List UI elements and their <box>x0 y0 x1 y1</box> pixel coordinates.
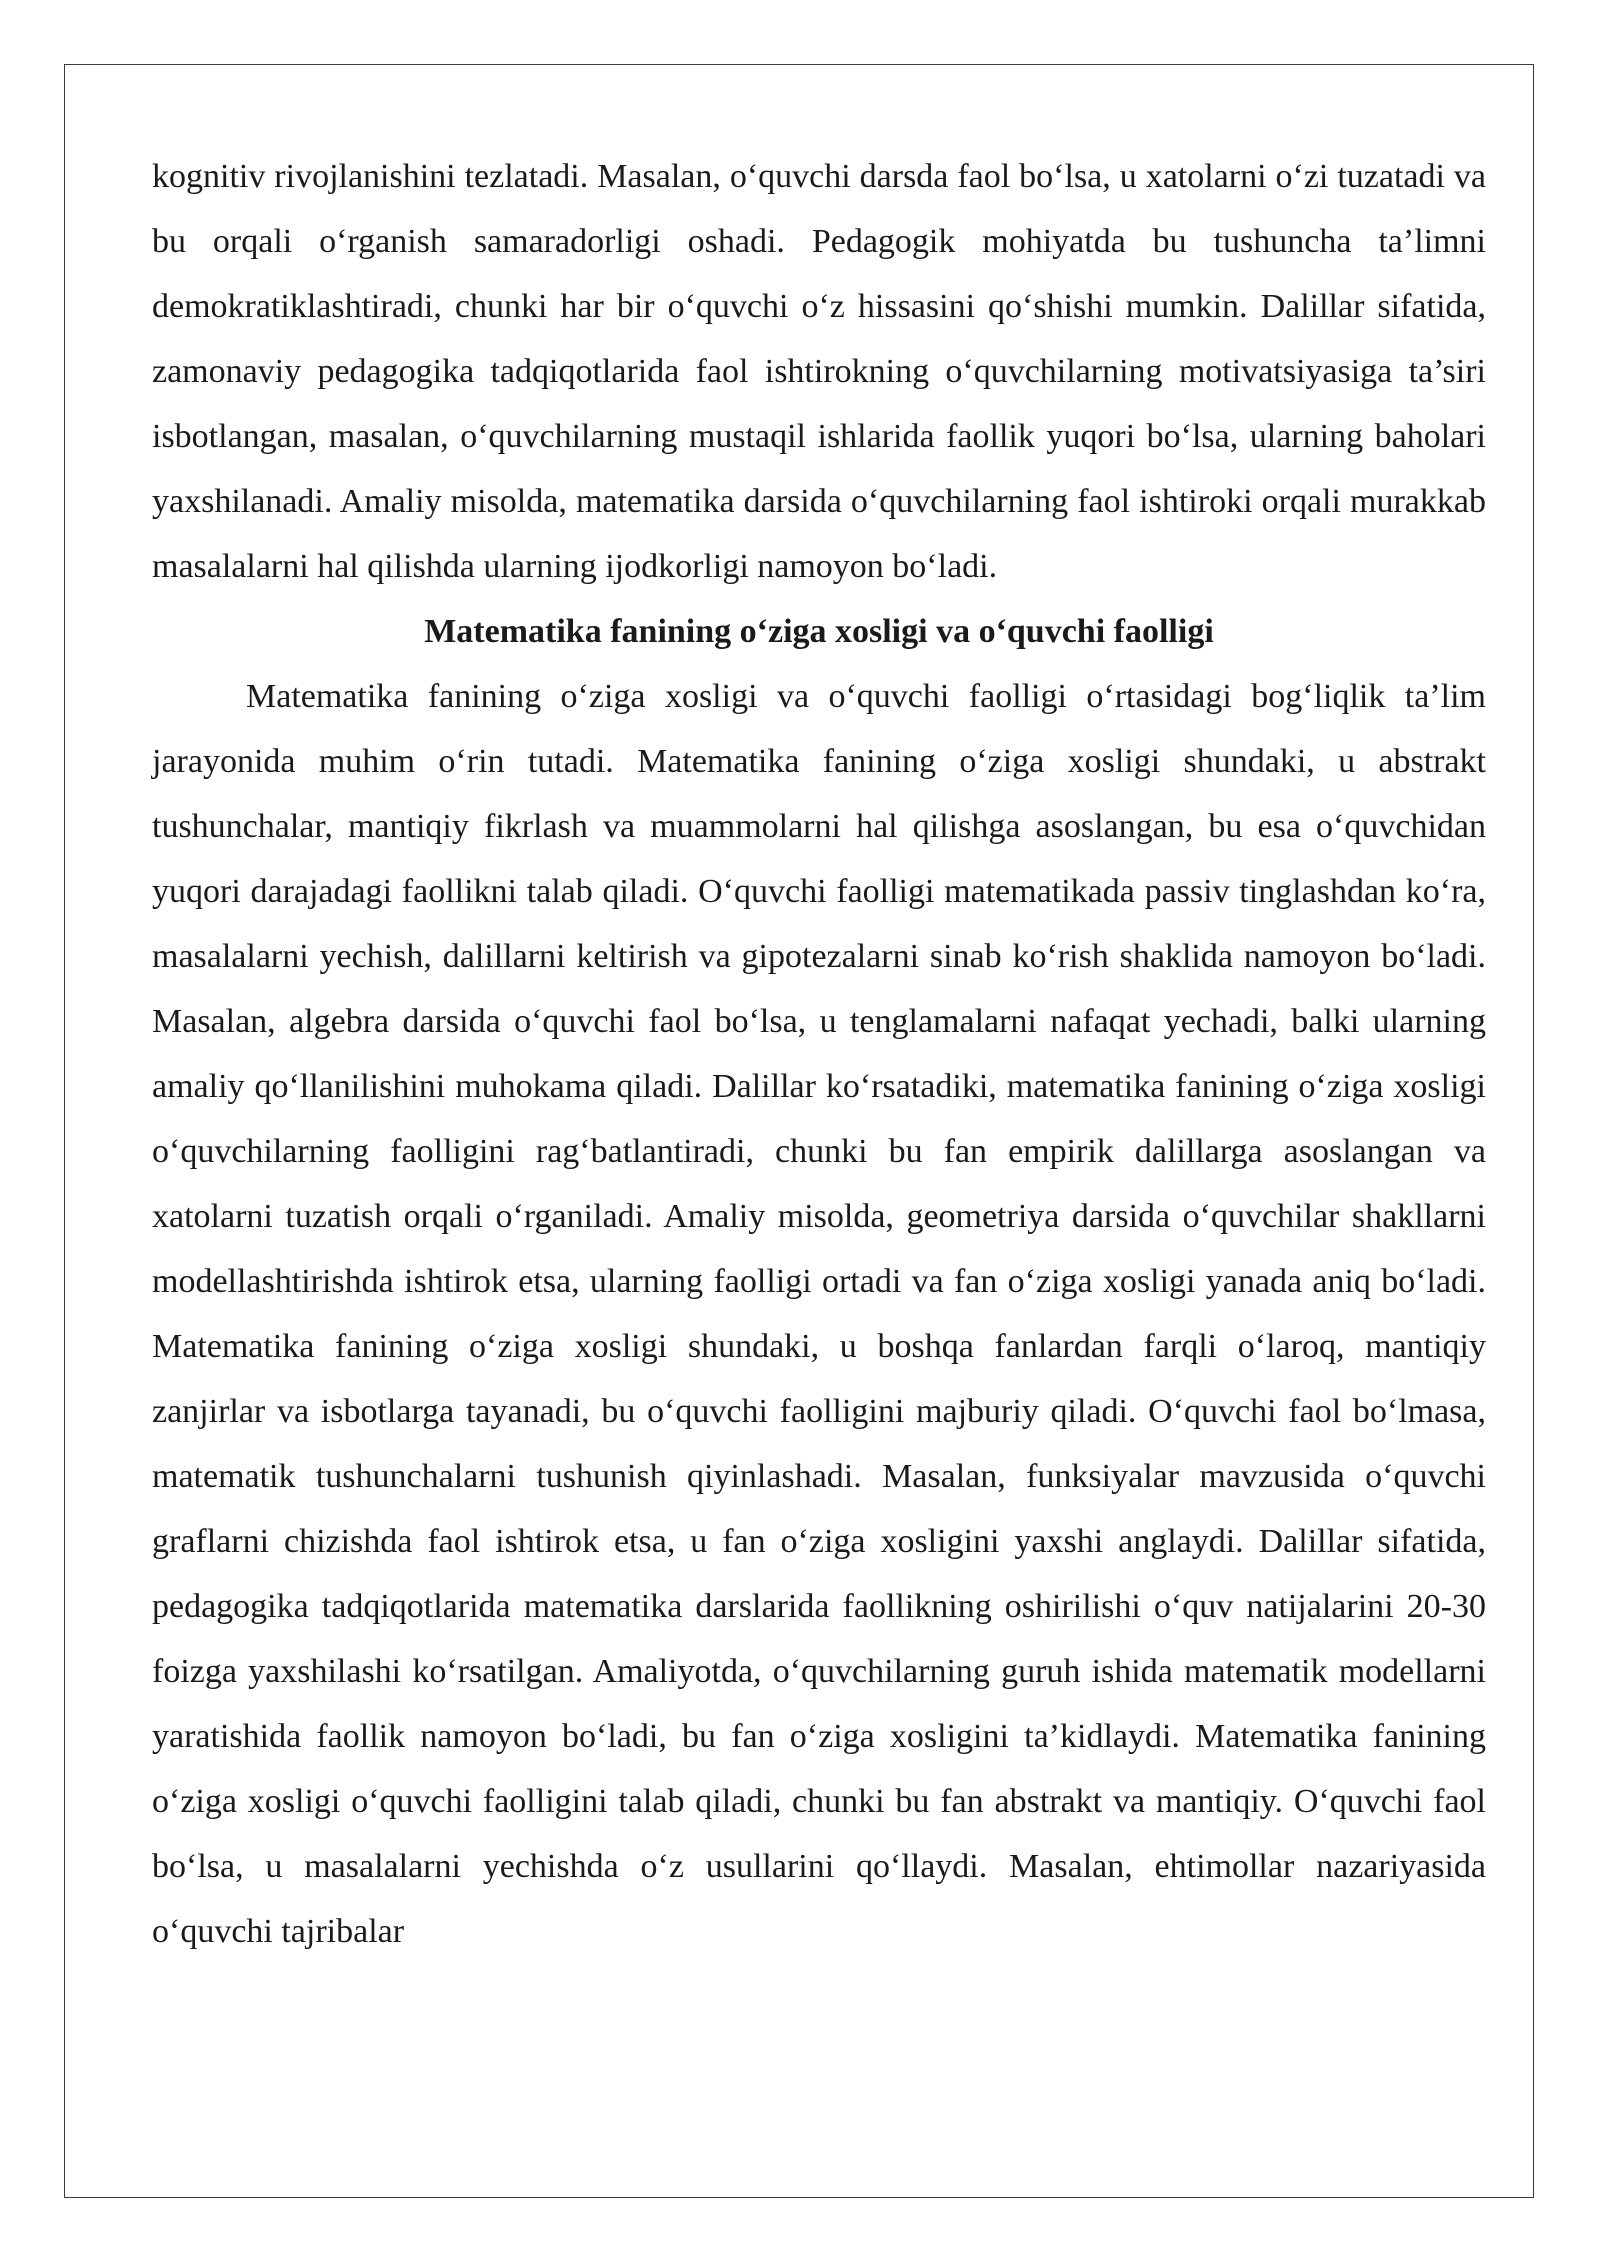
paragraph-1: kognitiv rivojlanishini tezlatadi. Masalan, o‘quvchi darsda faol bo‘lsa, u xatolarni o‘zi tuzatadi va bu orqali o‘rganish samaradorligi oshadi. Pedagogik mohiyatda bu tushuncha ta’limni demokratiklashtiradi, chunki har bir o‘quvchi o‘z hissasini qo‘shishi mumkin. Dalillar sifatida, zamonaviy pedagogika tadqiqotlarida faol ishtirokning o‘quvchilarning motivatsiyasiga ta’siri isbotlangan, masalan, o‘quvchilarning mustaqil ishlarida faollik yuqori bo‘lsa, ularning baholari yaxshilanadi. Amaliy misolda, matematika darsida o‘quvchilarning faol ishtiroki orqali murakkab masalalarni hal qilishda ularning ijodkorligi namoyon bo‘ladi. <box>152 158 1486 585</box>
paragraph-2: Matematika fanining o‘ziga xosligi va o‘quvchi faolligi o‘rtasidagi bog‘liqlik ta’lim jarayonida muhim o‘rin tutadi. Matematika fanining o‘ziga xosligi shundaki, u abstrakt tushunchalar, mantiqiy fikrlash va muammolarni hal qilishga asoslangan, bu esa o‘quvchidan yuqori darajadagi faollikni talab qiladi. O‘quvchi faolligi matematikada passiv tinglashdan ko‘ra, masalalarni yechish, dalillarni keltirish va gipotezalarni sinab ko‘rish shaklida namoyon bo‘ladi. Masalan, algebra darsida o‘quvchi faol bo‘lsa, u tenglamalarni nafaqat yechadi, balki ularning amaliy qo‘llanilishini muhokama qiladi. Dalillar ko‘rsatadiki, matematika fanining o‘ziga xosligi o‘quvchilarning faolligini rag‘batlantiradi, chunki bu fan empirik dalillarga asoslangan va xatolarni tuzatish orqali o‘rganiladi. Amaliy misolda, geometriya darsida o‘quvchilar shakllarni modellashtirishda ishtirok etsa, ularning faolligi ortadi va fan o‘ziga xosligi yanada aniq bo‘ladi. Matematika fanining o‘ziga xosligi shundaki, u boshqa fanlardan farqli o‘laroq, mantiqiy zanjirlar va isbotlarga tayanadi, bu o‘quvchi faolligini majburiy qiladi. O‘quvchi faol bo‘lmasa, matematik tushunchalarni tushunish qiyinlashadi. Masalan, funksiyalar mavzusida o‘quvchi graflarni chizishda faol ishtirok etsa, u fan o‘ziga xosligini yaxshi anglaydi. Dalillar sifatida, pedagogika tadqiqotlarida matematika darslarida faollikning oshirilishi o‘quv natijalarini 20-30 foizga yaxshilashi ko‘rsatilgan. Amaliyotda, o‘quvchilarning guruh ishida matematik modellarni yaratishida faollik namoyon bo‘ladi, bu fan o‘ziga xosligini ta’kidlaydi. Matematika fanining o‘ziga xosligi o‘quvchi faolligini talab qiladi, chunki bu fan abstrakt va mantiqiy. O‘quvchi faol bo‘lsa, u masalalarni yechishda o‘z usullarini qo‘llaydi. Masalan, ehtimollar nazariyasida o‘quvchi tajribalar <box>152 678 1486 1950</box>
document-body <box>152 144 1486 1964</box>
section-heading: Matematika fanining o‘ziga xosligi va o‘quvchi faolligi <box>424 613 1214 650</box>
